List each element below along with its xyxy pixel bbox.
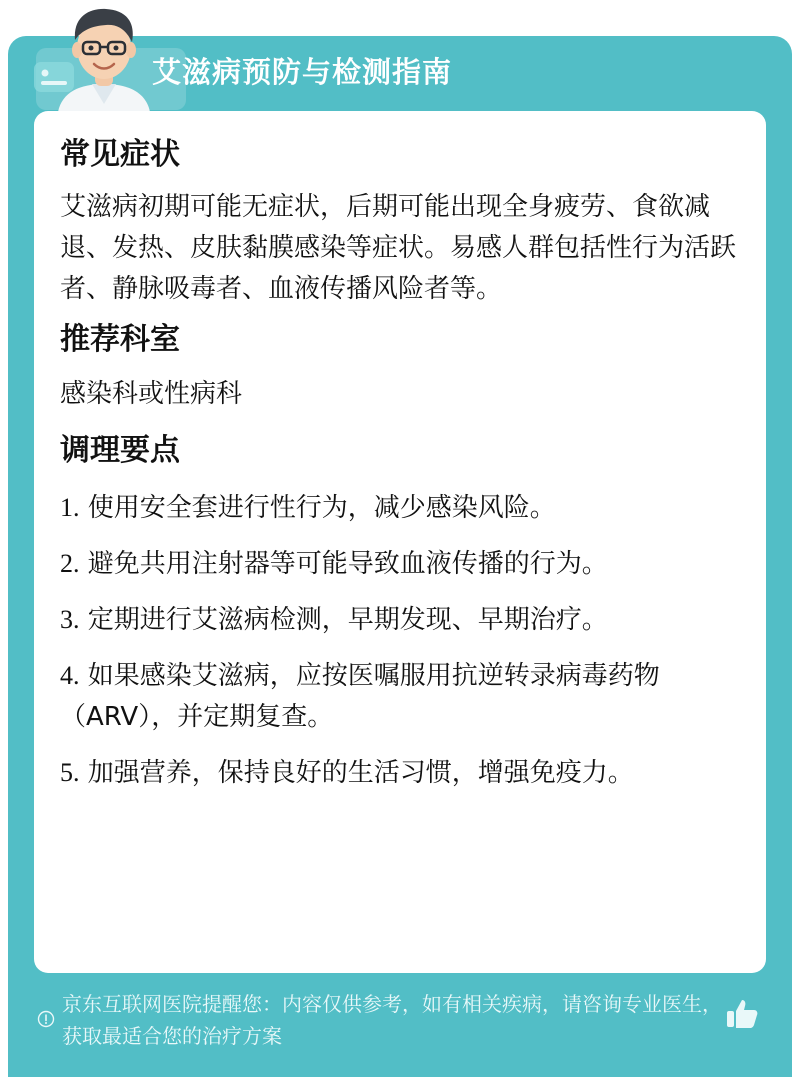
doctor-avatar-icon [40, 0, 168, 112]
page-title: 艾滋病预防与检测指南 [152, 55, 453, 89]
care-heading: 调理要点 [60, 433, 180, 468]
symptoms-heading: 常见症状 [60, 137, 180, 172]
symptoms-text: 艾滋病初期可能无症状，后期可能出现全身疲劳、食欲减退、发热、皮肤黏膜感染等症状。易感人群包括性行为活跃者、静脉吸毒者、血液传播风险者等。 [60, 192, 737, 304]
thumbs-up-icon[interactable] [724, 996, 760, 1032]
department-heading: 推荐科室 [60, 322, 180, 357]
care-item: 1. 使用安全套进行性行为，减少感染风险。 [60, 493, 556, 523]
department-text: 感染科或性病科 [60, 379, 243, 409]
content-card [34, 111, 766, 973]
care-list [60, 487, 736, 794]
info-icon [37, 1010, 55, 1028]
footer-disclaimer: 京东互联网医院提醒您：内容仅供参考，如有相关疾病，请咨询专业医生，获取最适合您的治疗方案 [62, 992, 722, 1048]
content-body [60, 133, 736, 808]
care-item: 3. 定期进行艾滋病检测，早期发现、早期治疗。 [60, 605, 608, 635]
care-item: 2. 避免共用注射器等可能导致血液传播的行为。 [60, 549, 608, 579]
care-item: 5. 加强营养，保持良好的生活习惯，增强免疫力。 [60, 758, 634, 788]
care-item: 4. 如果感染艾滋病，应按医嘱服用抗逆转录病毒药物（ARV），并定期复查。 [60, 661, 660, 732]
